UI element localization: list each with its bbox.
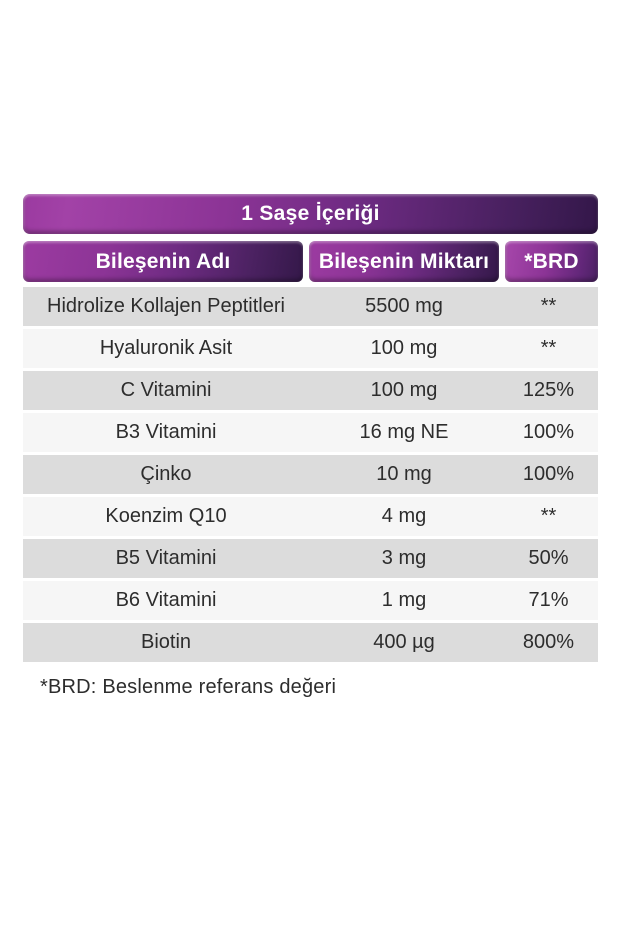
ingredient-name: Çinko bbox=[140, 463, 192, 485]
table-row bbox=[23, 413, 598, 452]
ingredient-name: B3 Vitamini bbox=[115, 421, 217, 443]
table-row bbox=[23, 329, 598, 368]
ingredient-brd: 71% bbox=[528, 589, 569, 611]
column-header-ingredient-name: Bileşenin Adı bbox=[23, 241, 303, 282]
table-row bbox=[23, 455, 598, 494]
panel-title: 1 Saşe İçeriği bbox=[241, 202, 380, 225]
brd-footnote: *BRD: Beslenme referans değeri bbox=[40, 676, 337, 698]
table-row bbox=[23, 371, 598, 410]
ingredient-amount: 100 mg bbox=[370, 379, 438, 401]
ingredient-brd: 100% bbox=[522, 463, 575, 485]
column-header-ingredient-amount: Bileşenin Miktarı bbox=[309, 241, 499, 282]
ingredient-brd: 125% bbox=[522, 379, 575, 401]
ingredient-brd: ** bbox=[540, 337, 557, 359]
ingredient-brd: ** bbox=[540, 505, 557, 527]
ingredient-amount: 10 mg bbox=[376, 463, 432, 485]
table-body bbox=[23, 287, 598, 662]
ingredient-brd: 50% bbox=[528, 547, 569, 569]
column-header-brd: *BRD bbox=[505, 241, 598, 282]
ingredient-amount: 4 mg bbox=[381, 505, 427, 527]
ingredient-brd: 100% bbox=[522, 421, 575, 443]
ingredient-name: Hidrolize Kollajen Peptitleri bbox=[47, 295, 285, 317]
ingredient-amount: 400 µg bbox=[373, 631, 435, 653]
supplement-facts-panel bbox=[23, 194, 598, 699]
ingredient-name: B6 Vitamini bbox=[115, 589, 217, 611]
table-row bbox=[23, 539, 598, 578]
ingredient-name: C Vitamini bbox=[120, 379, 212, 401]
table-header-row bbox=[23, 241, 598, 282]
ingredient-name: Hyaluronik Asit bbox=[99, 337, 233, 359]
table-row bbox=[23, 497, 598, 536]
table-row bbox=[23, 623, 598, 662]
table-row bbox=[23, 581, 598, 620]
table-row bbox=[23, 287, 598, 326]
ingredient-brd: 800% bbox=[522, 631, 575, 653]
ingredient-amount: 100 mg bbox=[370, 337, 438, 359]
panel-title-bar bbox=[23, 194, 598, 234]
ingredient-name: Koenzim Q10 bbox=[105, 505, 227, 527]
ingredient-amount: 3 mg bbox=[381, 547, 427, 569]
ingredient-brd: ** bbox=[540, 295, 557, 317]
ingredient-amount: 1 mg bbox=[381, 589, 427, 611]
ingredient-amount: 16 mg NE bbox=[359, 421, 449, 443]
ingredient-name: B5 Vitamini bbox=[115, 547, 217, 569]
ingredient-amount: 5500 mg bbox=[365, 295, 443, 317]
ingredient-name: Biotin bbox=[140, 631, 192, 653]
